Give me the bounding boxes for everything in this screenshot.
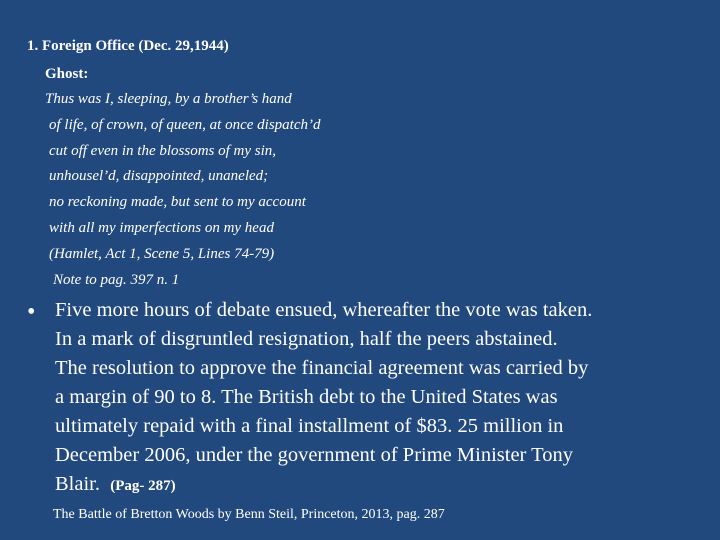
bullet-text-line: December 2006, under the government of Prime Minister Tony <box>55 444 573 466</box>
verse-line: no reckoning made, but sent to my account <box>49 194 306 210</box>
note-page-reference: Note to pag. 397 n. 1 <box>53 272 180 288</box>
bullet-text-line-last <box>55 470 176 501</box>
bullet-text-line: In a mark of disgruntled resignation, half the peers abstained. <box>55 328 558 350</box>
note-speaker: Ghost: <box>45 66 89 82</box>
bullet-text-line: ultimately repaid with a final installment of $83. 25 million in <box>55 415 564 437</box>
bullet-text-line: Five more hours of debate ensued, whereafter the vote was taken. <box>55 299 593 321</box>
verse-line: with all my imperfections on my head <box>49 220 274 236</box>
hamlet-reference: (Hamlet, Act 1, Scene 5, Lines 74-79) <box>49 246 275 262</box>
bullet-last-words: Blair. <box>55 473 100 495</box>
source-citation: The Battle of Bretton Woods by Benn Steil, Princeton, 2013, pag. 287 <box>53 507 445 522</box>
verse-line: unhousel’d, disappointed, unaneled; <box>49 168 269 184</box>
verse-line: Thus was I, sleeping, by a brother’s hand <box>45 91 292 107</box>
bullet-marker: • <box>27 299 36 325</box>
bullet-text-line: a margin of 90 to 8. The British debt to the United States was <box>55 386 558 408</box>
bullet-text-line: The resolution to approve the financial agreement was carried by <box>55 357 589 379</box>
verse-line: cut off even in the blossoms of my sin, <box>49 143 277 159</box>
bullet-page-reference: (Pag- 287) <box>110 478 176 494</box>
verse-line: of life, of crown, of queen, at once dispatch’d <box>49 117 321 133</box>
note-heading: 1. Foreign Office (Dec. 29,1944) <box>27 38 229 54</box>
